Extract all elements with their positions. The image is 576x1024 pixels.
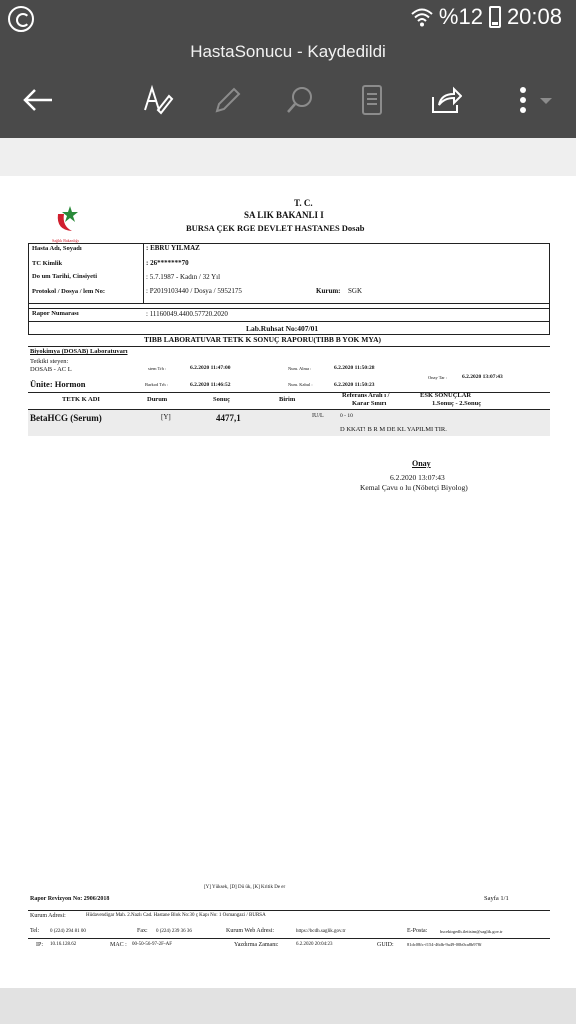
kurum-value: SGK [348, 287, 363, 295]
approve-date-label: Onay Tar : [428, 375, 448, 380]
row-test-name: BetaHCG (Serum) [30, 413, 102, 423]
revision-no: Rapor Revizyon No: 2906/2018 [30, 896, 110, 902]
ip-label: IP: [36, 942, 44, 948]
status-bar [0, 0, 576, 36]
search-button[interactable] [280, 82, 320, 118]
col-status: Durum [147, 396, 168, 403]
sample-accept: 6.2.2020 11:50:23 [334, 382, 375, 388]
report-no-label: Rapor Numarası [32, 310, 79, 317]
row-warning-note: D KKAT! B R M DE KL YAPILMI TIR. [340, 426, 447, 433]
share-button[interactable] [426, 82, 466, 118]
license-no: Lab.Ruhsat No:407/01 [246, 324, 319, 333]
row-status: [Y] [161, 413, 171, 421]
approver-name: Kemal Çavu o lu (Nöbetçi Biyolog) [360, 483, 468, 492]
col-ref-2: Karar Sınırı [352, 400, 387, 407]
battery-icon [489, 6, 501, 28]
birth-value: : 5.7.1987 - Kadın / 32 Yıl [146, 273, 221, 281]
ip-value: 10.16.128.62 [50, 942, 77, 947]
back-button[interactable] [18, 82, 58, 118]
lab-name: Biyokimya (DOSAB) Laboratuvarı [30, 348, 128, 355]
birth-label: Do um Tarihi, Cinsiyeti [32, 273, 98, 280]
email-label: E-Posta: [407, 928, 428, 934]
battery-percent: %12 [438, 4, 483, 29]
kurum-label: Kurum: [316, 287, 341, 295]
header-tc: T. C. [294, 198, 313, 208]
print-time-label: Yazdırma Zamanı: [234, 942, 279, 948]
search-icon [285, 85, 315, 115]
draw-button[interactable] [208, 82, 248, 118]
row-unit: IU/L [312, 413, 324, 419]
web-value: https://bcdh.saglik.gov.tr [296, 929, 346, 934]
more-menu-button[interactable] [506, 82, 556, 118]
tel-value: 0 (224) 294 81 00 [50, 929, 86, 934]
row-result: 4477,1 [216, 413, 241, 423]
col-old-results: ESK SONUÇLAR [420, 392, 472, 399]
header-hospital: BURSA ÇEK RGE DEVLET HASTANES Dosab [186, 223, 365, 233]
annotate-button[interactable] [138, 82, 178, 118]
tel-label: Tel: [30, 928, 40, 934]
header-ministry: SA LIK BAKANLI I [244, 210, 324, 220]
tc-value: : 26*******70 [146, 259, 189, 267]
ministry-logo-icon [52, 202, 86, 236]
report-title: TIBB LABORATUVAR TETK K SONUÇ RAPORU(TIBB B YOK MYA) [144, 335, 381, 344]
document-icon [359, 84, 385, 116]
result-row [28, 410, 550, 436]
document-viewer[interactable] [0, 138, 576, 988]
text-pen-icon [142, 84, 174, 116]
col-test-name: TETK K ADI [62, 396, 100, 403]
barcode-date-label: Barkod Trh : [145, 382, 169, 387]
whatsapp-icon [8, 6, 34, 32]
app-toolbar [0, 36, 576, 138]
protocol-label: Protokol / Dosya / lem No: [32, 288, 105, 295]
more-vert-icon [509, 85, 553, 115]
print-time: 6.2.2020 20:04:23 [296, 942, 333, 947]
request-date-label: stem Trh : [148, 366, 167, 371]
flag-legend: [Y] Yüksek, [D] Dü ük, [K] Kritik De er [204, 885, 286, 890]
wifi-icon [411, 7, 433, 27]
approval-time: 6.2.2020 13:07:43 [390, 473, 445, 482]
pencil-icon [213, 85, 243, 115]
patient-name: : EBRU YILMAZ [146, 244, 200, 252]
sample-take-label: Num. Alma : [288, 366, 312, 371]
tc-label: TC Kimlik [32, 260, 63, 267]
report-page [0, 176, 576, 988]
col-ref-1: Referans Aralı ı / [342, 392, 390, 399]
request-date: 6.2.2020 11:47:00 [190, 365, 231, 371]
page-number: Sayfa 1/1 [484, 895, 509, 902]
col-unit: Birim [279, 396, 296, 403]
sample-accept-label: Num. Kabul : [288, 382, 313, 387]
mac-value: 00-50-56-97-2F-AF [132, 942, 172, 947]
share-icon [430, 85, 462, 115]
address-label: Kurum Adresi: [30, 913, 66, 919]
row-reference: 0 - 10 [340, 413, 353, 419]
reading-mode-button[interactable] [352, 82, 392, 118]
sample-take: 6.2.2020 11:50:28 [334, 365, 375, 371]
approval-heading: Onay [412, 459, 431, 468]
unit-name: Ünite: Hormon [30, 379, 86, 389]
requester-label: Tetkiki steyen: [30, 358, 69, 365]
department: DOSAB - AC L [30, 366, 72, 373]
window-title: HastaSonucu - Kaydedildi [190, 42, 386, 61]
clock: 20:08 [506, 4, 562, 29]
logo-caption: Sağlık Bakanlığı [52, 238, 79, 243]
patient-name-label: Hasta Adı, Soyadı [32, 245, 82, 252]
bottom-area [0, 988, 576, 1024]
fax-label: Fax: [137, 928, 148, 934]
web-label: Kurum Web Adresi: [226, 928, 275, 934]
guid-label: GUID: [377, 942, 394, 948]
col-result: Sonuç [213, 396, 230, 403]
protocol-value: : P2019103440 / Dosya / 5952175 [146, 287, 242, 295]
address: Hüdavendigar Mah. 2.Nazlı Cad. Hastane Blok No:30 ç Kapı No: 1 Osmangazi / BURSA [86, 913, 266, 918]
report-no: : 11160049.4400.57720.2020 [146, 310, 228, 318]
approve-date: 6.2.2020 13:07:43 [462, 374, 503, 380]
fax-value: 0 (224) 239 36 36 [156, 929, 192, 934]
barcode-date: 6.2.2020 11:46:52 [190, 382, 231, 388]
mac-label: MAC : [110, 942, 127, 948]
back-arrow-icon [22, 87, 54, 113]
email-value: bscekirgedh.iletisim@saglik.gov.tr [440, 929, 503, 934]
col-old-results-sub: 1.Sonuç - 2.Sonuç [432, 400, 482, 407]
guid-value: 81dc08fc-f154-46db-9a49-00b0ca8b978f [407, 942, 482, 947]
